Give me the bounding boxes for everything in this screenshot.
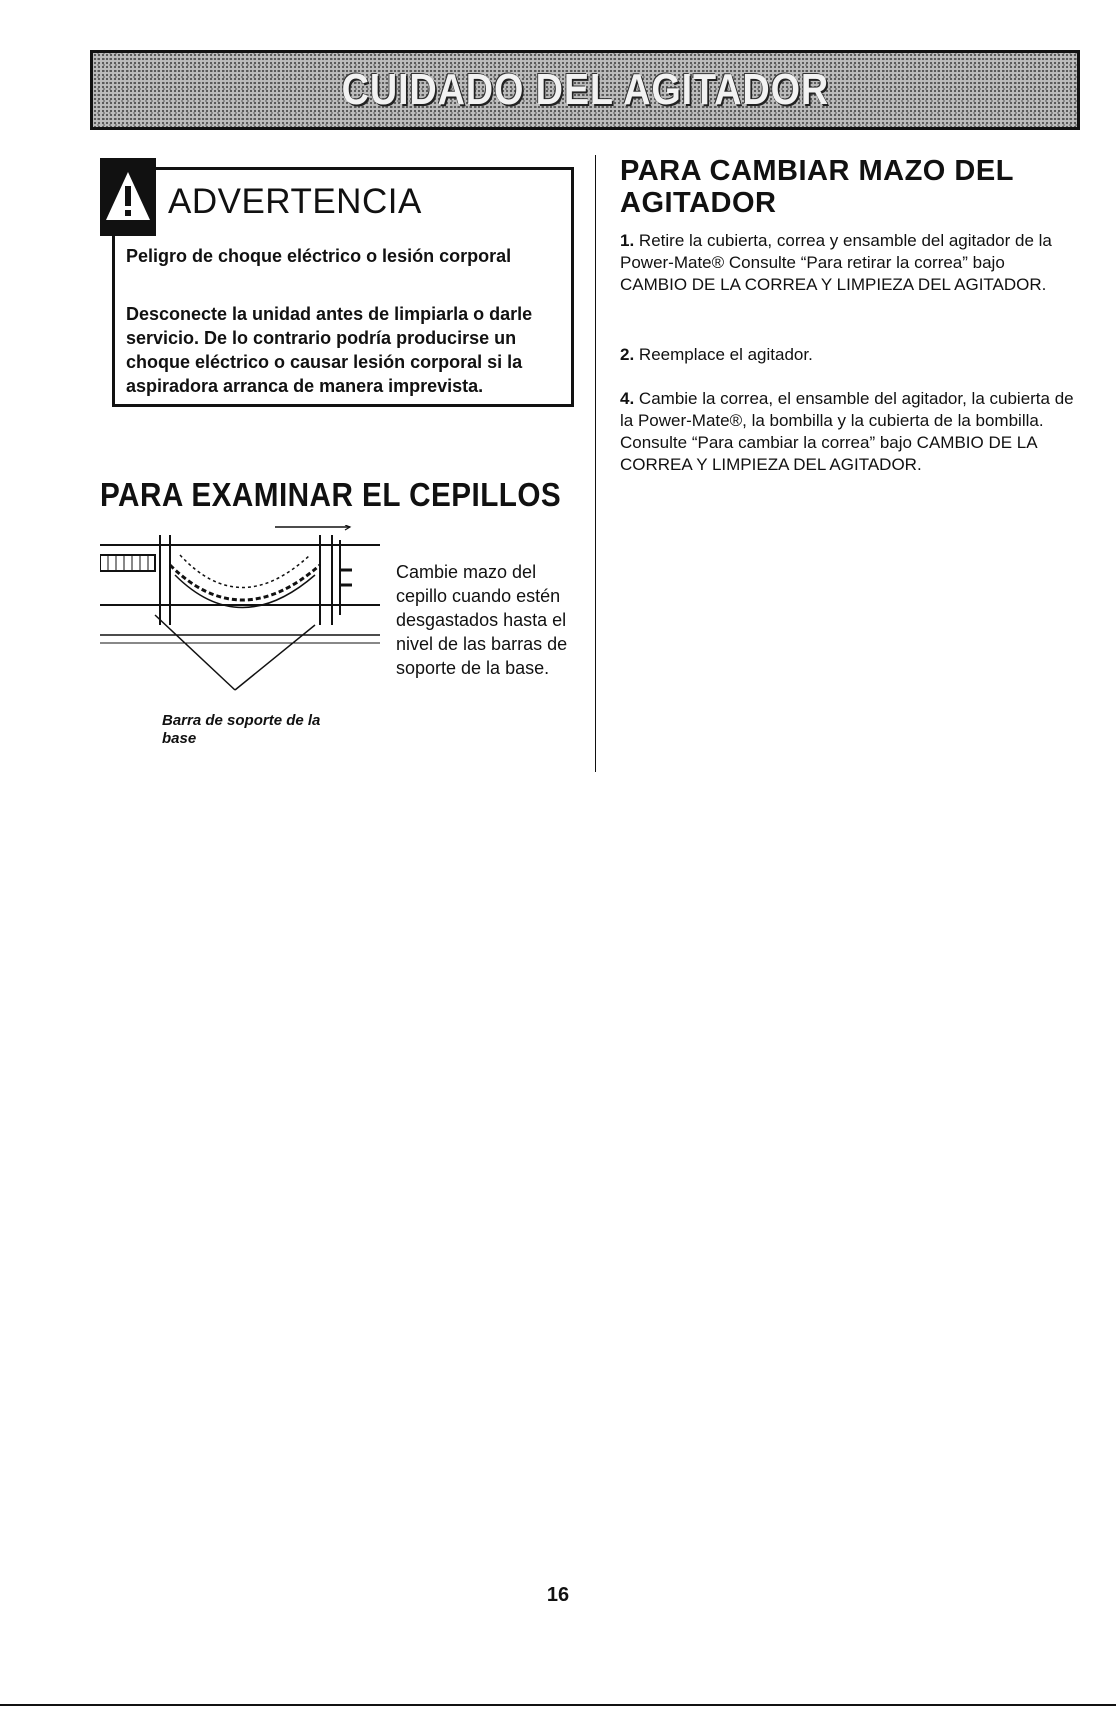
step-text: Cambie la correa, el ensamble del agitador, la cubierta de la Power-Mate®, la bombilla y la cubierta de la bombilla. Consulte “Para cambiar la correa” bajo CAMBIO DE LA CORREA Y LIMPIEZA DEL AGITADOR. [620, 389, 1074, 474]
page-number: 16 [546, 1584, 570, 1606]
step-item [620, 230, 1075, 296]
diagram-caption: Barra de soporte de la base [162, 712, 321, 747]
column-divider [595, 155, 596, 772]
step-item [620, 344, 1075, 366]
banner-title: CUIDADO DEL AGITADOR [341, 65, 829, 114]
warning-instruction-text: Desconecte la unidad antes de limpiarla o darle servicio. De lo contrario podría producirse un choque eléctrico o causar lesión corporal si la aspiradora arranca de manera imprevista. [126, 304, 533, 396]
warning-icon [100, 158, 156, 236]
step-number: 2. [620, 345, 635, 364]
step-text: Retire la cubierta, correa y ensamble del agitador de la Power-Mate® Consulte “Para retirar la correa” bajo CAMBIO DE LA CORREA Y LIMPIEZA DEL AGITADOR. [620, 231, 1052, 294]
warning-triangle-icon [104, 168, 152, 226]
examine-instruction: Cambie mazo del cepillo cuando estén desgastados hasta el nivel de las barras de soporte de la base. [396, 562, 568, 678]
step-number: 1. [620, 231, 635, 250]
step-text: Reemplace el agitador. [638, 345, 813, 364]
brush-diagram [100, 525, 390, 715]
bottom-rule [0, 1704, 1116, 1706]
step-number: 4. [620, 389, 635, 408]
section-banner [90, 50, 1080, 130]
step-item [620, 388, 1075, 476]
warning-hazard-text: Peligro de choque eléctrico o lesión corporal [126, 246, 512, 266]
warning-heading: ADVERTENCIA [168, 182, 422, 221]
examine-heading: PARA EXAMINAR EL CEPILLOS [100, 476, 562, 513]
replace-heading: PARA CAMBIAR MAZO DEL AGITADOR [620, 155, 1014, 219]
